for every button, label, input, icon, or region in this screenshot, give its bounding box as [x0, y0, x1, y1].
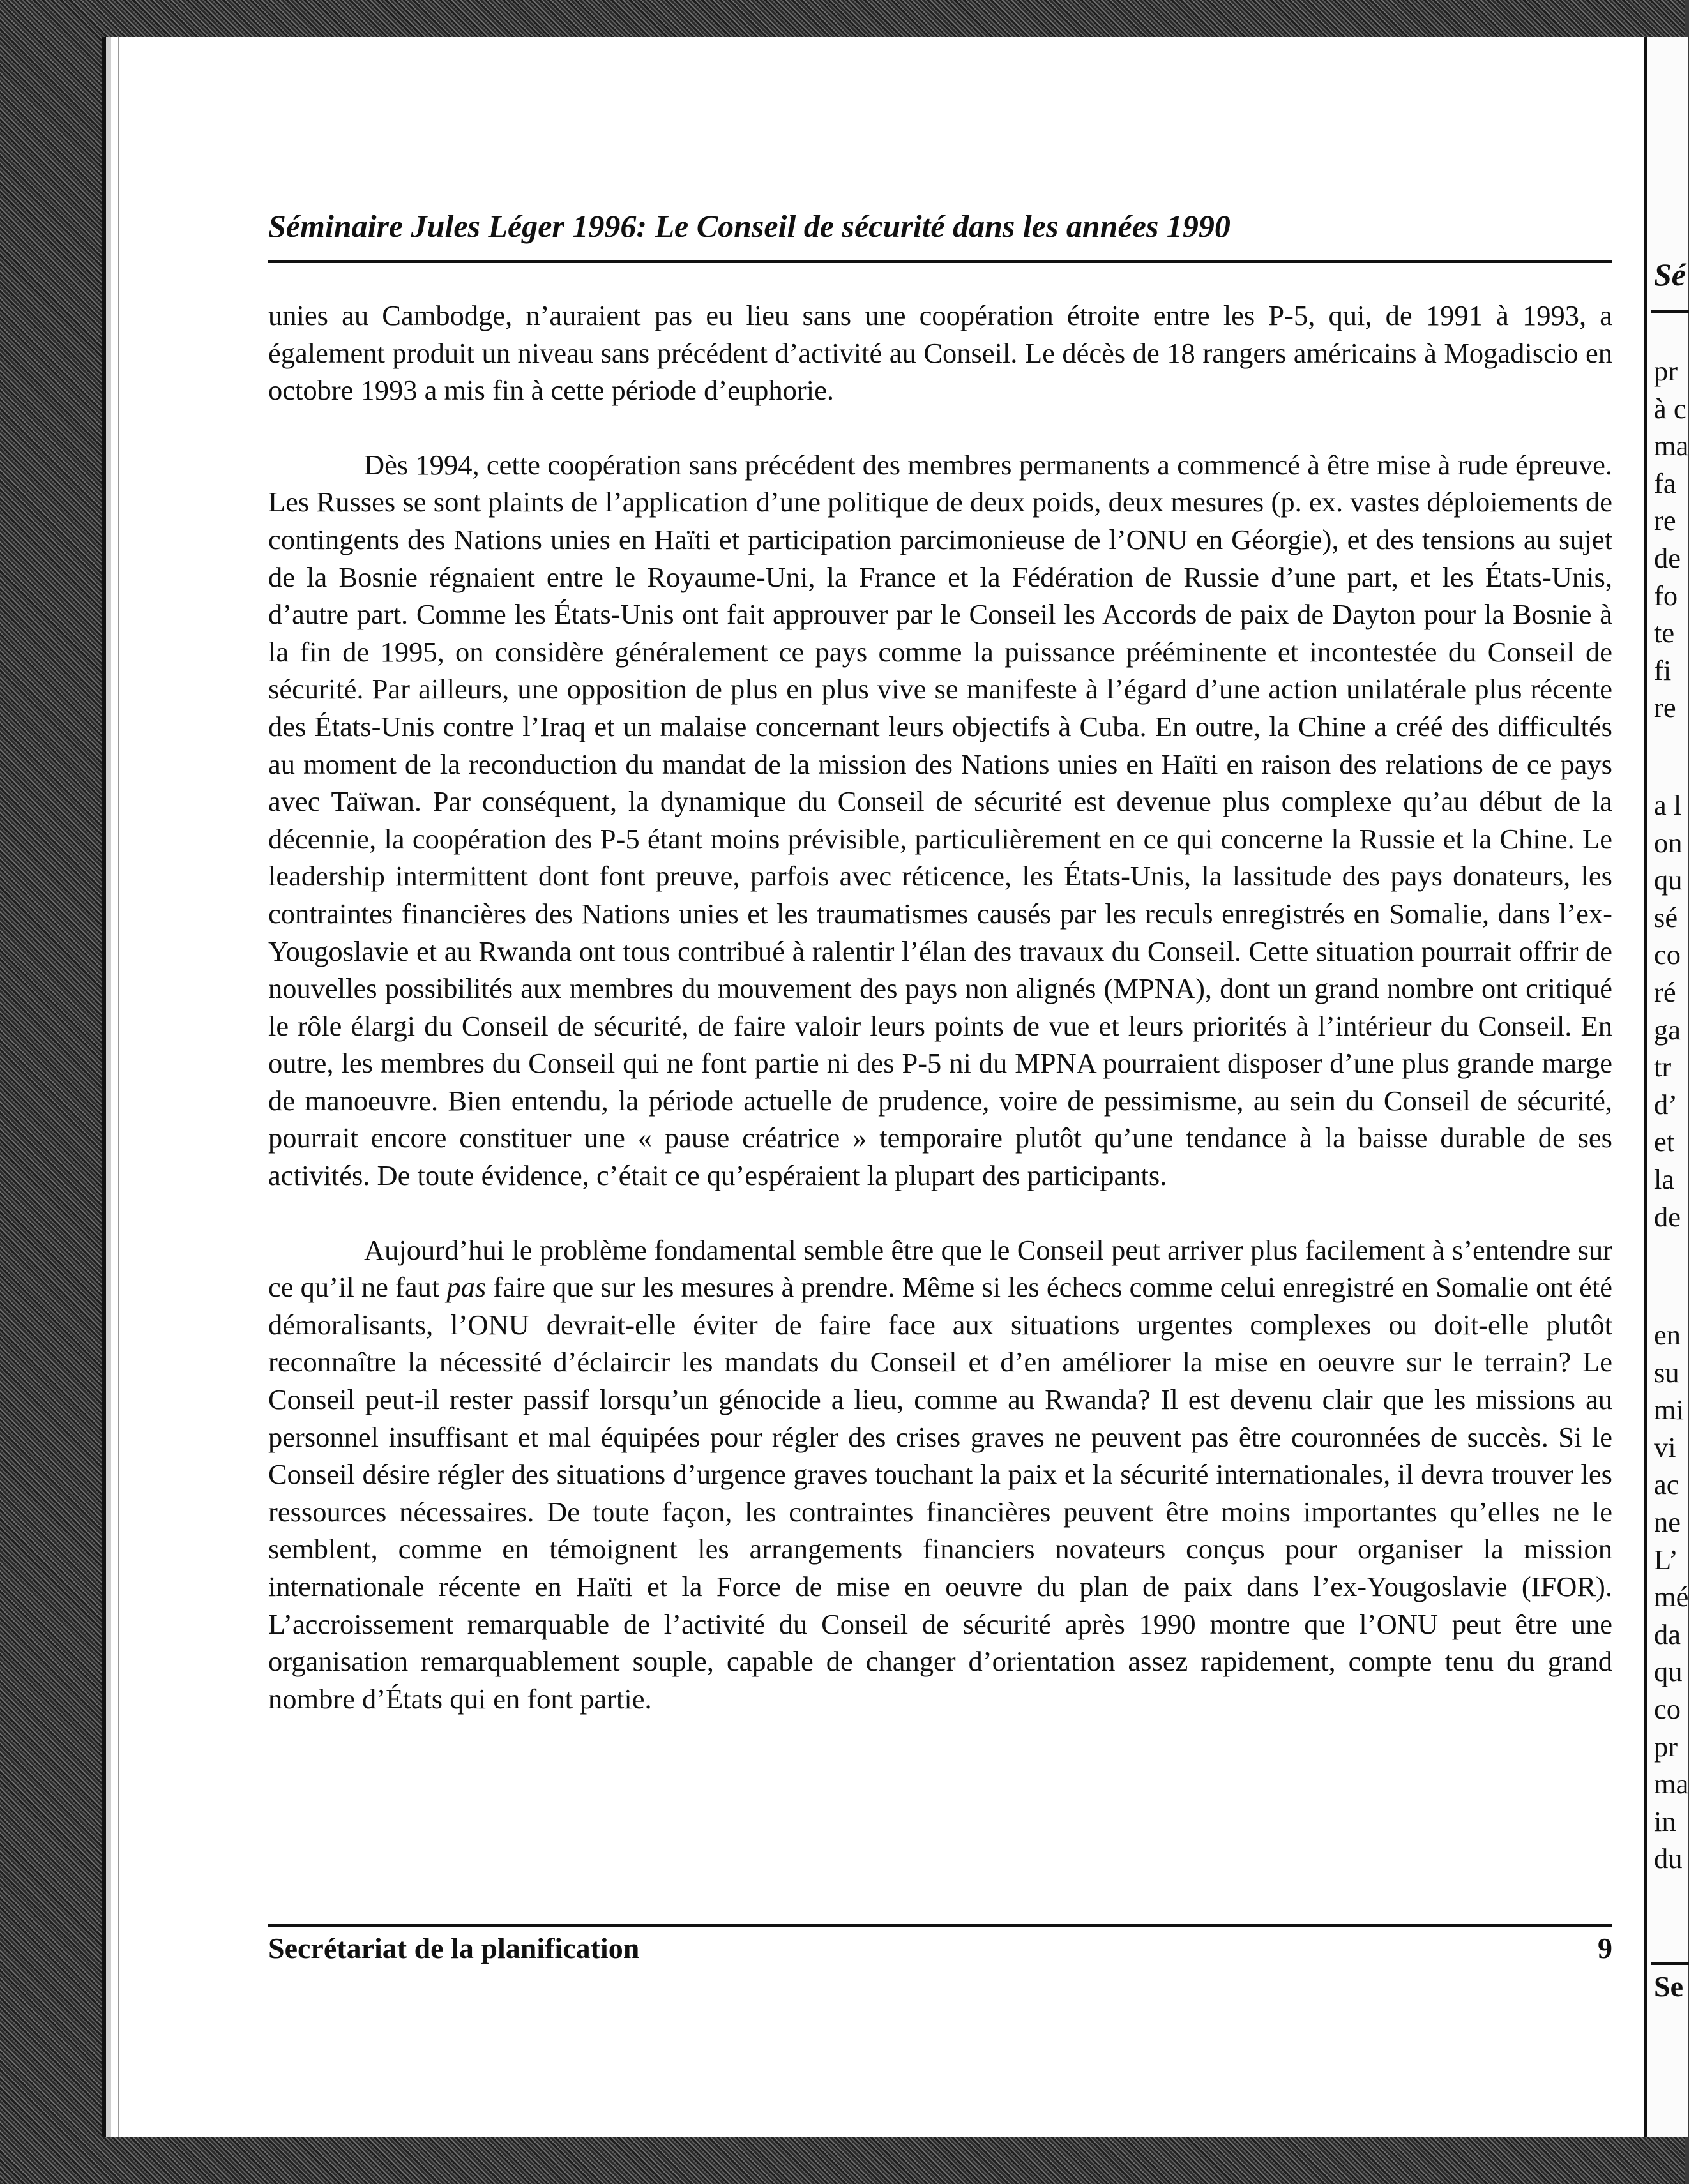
right-page-line-fragment: sé	[1654, 901, 1678, 933]
right-page-line-fragment: fa	[1654, 467, 1676, 499]
paragraph-3-part-2: faire que sur les mesures à prendre. Même si les échecs comme celui enregistré en Somalie ont été démoralisants, l’ONU devrait-elle éviter de faire face aux situations urgentes complexes ou doit-elle plutôt reconnaître la nécessité d’éclaircir les mandats du Conseil et d’en améliorer la mise en oeuvre sur le terrain? Le Conseil peut-il rester passif lorsqu’un génocide a lieu, comme au Rwanda? Il est devenu clair que les missions au personnel insuffisant et mal équipées pour régler des crises graves ne peuvent pas être couronnées de succès. Si le Conseil désire régler des situations d’urgence graves touchant la paix et la sécurité internationales, il devra trouver les ressources nécessaires. De toute façon, les contraintes financières peuvent être moins importantes qu’elles ne le semblent, comme en témoignent les arrangements financiers novateurs conçus pour organiser la mission internationale récente en Haïti et la Force de mise en oeuvre du plan de paix dans l’ex-Yougoslavie (IFOR). L’accroissement remarquable de l’activité du Conseil de sécurité après 1990 montre que l’ONU peut être une organisation remarquablement souple, capable de changer d’orientation assez rapidement, compte tenu du grand nombre d’États qui en font partie.	[268, 1271, 1612, 1715]
right-page-line-fragment: ac	[1654, 1468, 1679, 1501]
right-page-line-fragment: du	[1654, 1842, 1683, 1875]
right-page-line-fragment: fi	[1654, 654, 1672, 686]
right-page-line-fragment: re	[1654, 504, 1676, 537]
right-page-line-fragment: su	[1654, 1356, 1679, 1389]
right-page-line-fragment: de	[1654, 1200, 1681, 1233]
right-page-line-fragment: in	[1654, 1805, 1676, 1837]
right-page-line-fragment: te	[1654, 617, 1675, 649]
right-page-line-fragment: pr	[1654, 355, 1678, 387]
right-page-line-fragment: mi	[1654, 1394, 1684, 1426]
right-page-line-fragment: on	[1654, 826, 1683, 859]
right-page-line-fragment: de	[1654, 542, 1681, 574]
right-page-line-fragment: et	[1654, 1126, 1675, 1158]
footer-rule	[268, 1924, 1612, 1927]
right-page-line-fragment: ga	[1654, 1013, 1681, 1046]
right-page-line-fragment: d’	[1654, 1088, 1678, 1120]
right-page-line-fragment: co	[1654, 1693, 1681, 1725]
right-page-line-fragment: mé	[1654, 1581, 1689, 1613]
right-page-line-fragment: ne	[1654, 1506, 1681, 1538]
right-page-line-fragment: qu	[1654, 864, 1683, 896]
right-page-line-fragment: tr	[1654, 1051, 1672, 1083]
right-page-edge	[1644, 37, 1688, 2137]
right-page-line-fragment: da	[1654, 1618, 1681, 1650]
right-page-line-fragment: la	[1654, 1163, 1675, 1195]
footer-publisher: Secrétariat de la planification	[268, 1932, 640, 1964]
body-text	[268, 297, 1612, 1717]
paragraph-3-part-1: Aujourd’hui le problème fondamental semble être que le Conseil peut arriver plus facilement à s’entendre sur ce qu’il ne faut	[268, 1233, 1612, 1304]
running-header-title: Séminaire Jules Léger 1996: Le Conseil de sécurité dans les années 1990	[268, 208, 1231, 244]
right-page-line-fragment: L’	[1654, 1543, 1678, 1576]
right-page-line-fragment: co	[1654, 938, 1681, 971]
right-page-header-rule	[1651, 310, 1689, 313]
right-page-line-fragment: a l	[1654, 789, 1682, 821]
right-page-footer-fragment: Se	[1654, 1970, 1683, 2003]
right-page-line-fragment: en	[1654, 1319, 1681, 1351]
right-page-line-fragment: à c	[1654, 392, 1686, 425]
right-page-line-fragment: vi	[1654, 1431, 1676, 1463]
right-page-line-fragment: pr	[1654, 1730, 1678, 1763]
right-page-footer-rule	[1651, 1962, 1689, 1965]
right-page-line-fragment: ré	[1654, 976, 1676, 1008]
paragraph-3	[268, 1231, 1612, 1718]
right-page-line-fragment: re	[1654, 691, 1676, 724]
right-page-line-fragment: fo	[1654, 579, 1678, 612]
header-rule	[268, 260, 1612, 263]
right-page-header-fragment: Sé	[1654, 257, 1686, 292]
paragraph-1: unies au Cambodge, n’auraient pas eu lieu sans une coopération étroite entre les P-5, qui, de 1991 à 1993, a également produit un niveau sans précédent d’activité au Conseil. Le décès de 18 rangers américains à Mogadiscio en octobre 1993 a mis fin à cette période d’euphorie.	[268, 299, 1612, 407]
page-binding-line	[118, 37, 119, 2137]
right-page-line-fragment: ma	[1654, 430, 1689, 462]
paragraph-2: Dès 1994, cette coopération sans précédent des membres permanents a commencé à être mise à rude épreuve. Les Russes se sont plaints de l’application d’une politique de deux poids, deux mesures (p. ex. vastes déploiements de contingents des Nations unies en Haïti et participation parcimonieuse de l’ONU en Géorgie), et des tensions au sujet de la Bosnie régnaient entre le Royaume-Uni, la France et la Fédération de Russie d’une part, et les États-Unis, d’autre part. Comme les États-Unis ont fait approuver par le Conseil les Accords de paix de Dayton pour la Bosnie à la fin de 1995, on considère généralement ce pays comme la puissance prééminente et incontestée du Conseil de sécurité. Par ailleurs, une opposition de plus en plus vive se manifeste à l’égard d’une action unilatérale plus récente des États-Unis contre l’Iraq et un malaise concernant leurs objectifs à Cuba. En outre, la Chine a créé des difficultés au moment de la reconduction du mandat de la mission des Nations unies en Haïti en raison des relations de ce pays avec Taïwan. Par conséquent, la dynamique du Conseil de sécurité est devenue plus complexe qu’au début de la décennie, la coopération des P-5 étant moins prévisible, particulièrement en ce qui concerne la Russie et la Chine. Le leadership intermittent dont font preuve, parfois avec réticence, les États-Unis, la lassitude des pays donateurs, les contraintes financières des Nations unies et les traumatismes causés par les reculs enregistrés en Somalie, dans l’ex-Yougoslavie et au Rwanda ont tous contribué à ralentir l’élan des travaux du Conseil. Cette situation pourrait offrir de nouvelles possibilités aux membres du mouvement des pays non alignés (MPNA), dont un grand nombre ont critiqué le rôle élargi du Conseil de sécurité, de faire valoir leurs points de vue et leurs priorités à l’intérieur du Conseil. En outre, les membres du Conseil qui ne font partie ni des P-5 ni du MPNA pourraient disposer d’une plus grande marge de manoeuvre. Bien entendu, la période actuelle de prudence, voire de pessimisme, au sein du Conseil de sécurité, pourrait encore constituer une « pause créatrice » temporaire plutôt qu’une tendance à la baisse durable de ses activités. De toute évidence, c’était ce qu’espéraient la plupart des participants.	[268, 448, 1612, 1192]
right-page-line-fragment: ma	[1654, 1768, 1689, 1800]
paragraph-3-emphasis: pas	[446, 1271, 487, 1304]
right-page-line-fragment: qu	[1654, 1655, 1683, 1688]
page-number: 9	[1598, 1932, 1612, 1964]
